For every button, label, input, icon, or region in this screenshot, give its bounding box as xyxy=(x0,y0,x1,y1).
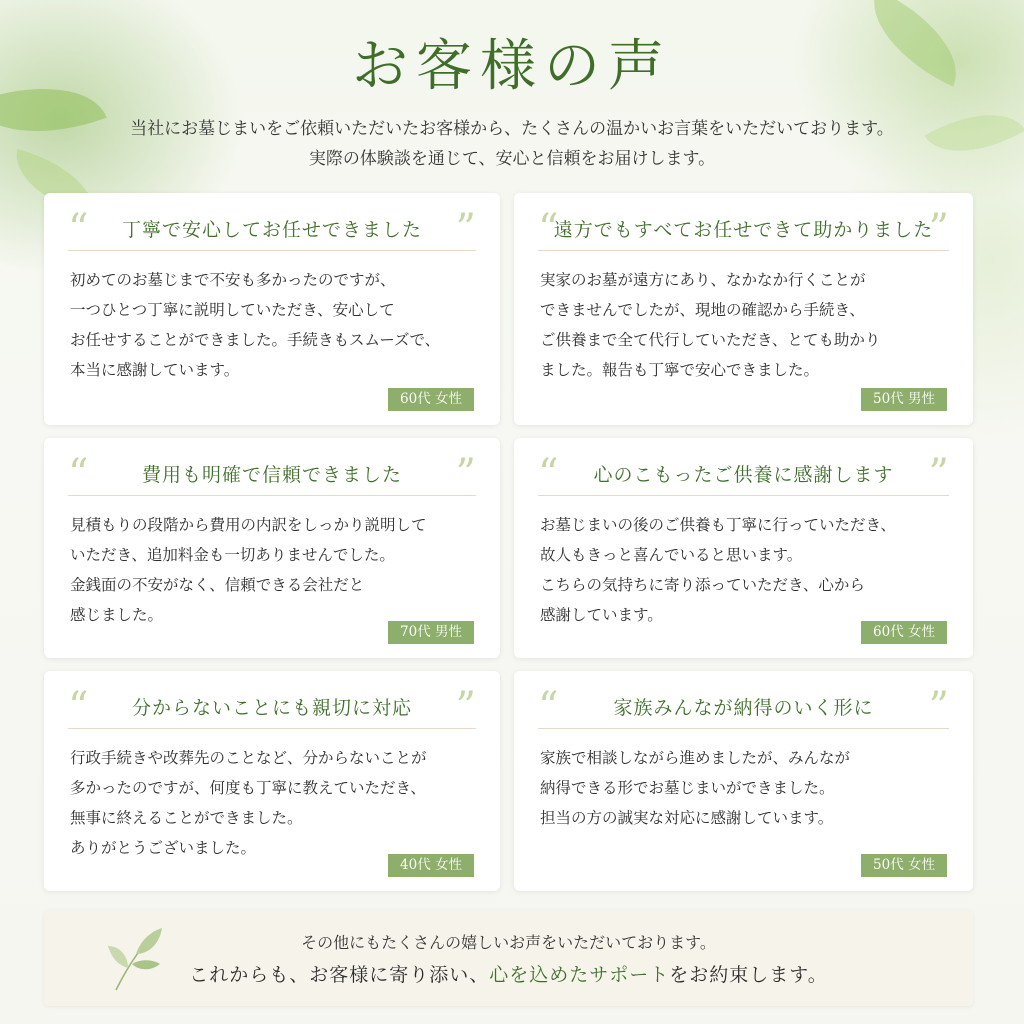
card-body xyxy=(540,743,953,833)
card-body-line: 納得できる形でお墓じまいができました。 xyxy=(540,779,835,797)
open-quote-icon: “ xyxy=(68,684,89,730)
card-body-line: 感じました。 xyxy=(70,606,164,624)
testimonial-card xyxy=(44,193,500,425)
open-quote-icon: “ xyxy=(538,206,559,252)
testimonial-card xyxy=(514,438,973,658)
card-title: 分からないことにも親切に対応 xyxy=(131,697,412,719)
card-body xyxy=(70,265,480,385)
close-quote-icon: ” xyxy=(455,684,476,730)
card-body-line: 一つひとつ丁寧に説明していただき、安心して xyxy=(70,301,395,319)
card-body-line: 行政手続きや改葬先のことなど、分からないことが xyxy=(70,749,427,767)
close-quote-icon: ” xyxy=(455,206,476,252)
card-header xyxy=(68,452,476,496)
card-body-line: 家族で相談しながら進めましたが、みんなが xyxy=(540,749,851,767)
card-title: 費用も明確で信頼できました xyxy=(141,464,402,486)
footer-text-part: をお約束します。 xyxy=(669,964,828,986)
customer-badge: 50代 男性 xyxy=(861,388,947,411)
customer-badge: 60代 女性 xyxy=(388,388,474,411)
card-title: 家族みんなが納得のいく形に xyxy=(613,697,874,719)
card-header xyxy=(68,207,476,251)
card-body-line: 見積もりの段階から費用の内訳をしっかり説明して xyxy=(70,516,427,534)
card-body-line: 故人もきっと喜んでいると思います。 xyxy=(540,546,803,564)
customer-badge: 50代 女性 xyxy=(861,854,947,877)
testimonial-card xyxy=(514,193,973,425)
card-body-line: 感謝しています。 xyxy=(540,606,663,624)
card-body-line: 多かったのですが、何度も丁寧に教えていただき、 xyxy=(70,779,426,797)
open-quote-icon: “ xyxy=(68,451,89,497)
card-body-line: いただき、追加料金も一切ありませんでした。 xyxy=(70,546,395,564)
card-body-line: こちらの気持ちに寄り添っていただき、心から xyxy=(540,576,865,594)
footer-text-part: これからも、お客様に寄り添い、 xyxy=(189,964,490,986)
card-title: 心のこもったご供養に感謝します xyxy=(593,464,894,486)
footer-line xyxy=(44,960,973,987)
card-body xyxy=(70,743,480,863)
card-title: 遠方でもすべてお任せできて助かりました xyxy=(553,219,934,241)
card-body-line: できませんでしたが、現地の確認から手続き、 xyxy=(540,301,865,319)
card-body-line: 実家のお墓が遠方にあり、なかなか行くことが xyxy=(540,271,866,289)
card-body xyxy=(540,265,953,385)
footer-accent-text: 心を込めたサポート xyxy=(489,964,670,986)
card-header xyxy=(538,207,949,251)
testimonial-card xyxy=(44,438,500,658)
card-body-line: 担当の方の誠実な対応に感謝しています。 xyxy=(540,809,834,827)
card-header xyxy=(538,452,949,496)
customer-badge: 40代 女性 xyxy=(388,854,474,877)
footer-line: その他にもたくさんの嬉しいお声をいただいております。 xyxy=(301,933,716,952)
card-title: 丁寧で安心してお任せできました xyxy=(121,219,422,241)
card-body-line: ありがとうございました。 xyxy=(70,839,257,857)
testimonial-card xyxy=(514,671,973,891)
card-body-line: 無事に終えることができました。 xyxy=(70,809,303,827)
close-quote-icon: ” xyxy=(928,684,949,730)
card-body xyxy=(540,510,953,630)
close-quote-icon: ” xyxy=(928,206,949,252)
card-body-line: お任せすることができました。手続きもスムーズで、 xyxy=(70,331,441,349)
customer-badge: 60代 女性 xyxy=(861,621,947,644)
footer-banner xyxy=(44,910,973,1006)
page-title: お客様の声 xyxy=(352,34,672,99)
close-quote-icon: ” xyxy=(928,451,949,497)
open-quote-icon: “ xyxy=(538,684,559,730)
open-quote-icon: “ xyxy=(538,451,559,497)
card-body-line: 本当に感謝しています。 xyxy=(70,361,240,379)
open-quote-icon: “ xyxy=(68,206,89,252)
intro-line: 実際の体験談を通じて、安心と信頼をお届けします。 xyxy=(308,149,716,169)
card-header xyxy=(68,685,476,729)
testimonial-card xyxy=(44,671,500,891)
card-body-line: 初めてのお墓じまで不安も多かったのですが、 xyxy=(70,271,396,289)
customer-badge: 70代 男性 xyxy=(388,621,474,644)
card-body xyxy=(70,510,480,630)
card-header xyxy=(538,685,949,729)
card-body-line: お墓じまいの後のご供養も丁寧に行っていただき、 xyxy=(540,516,896,534)
card-body-line: ました。報告も丁寧で安心できました。 xyxy=(540,361,820,379)
card-body-line: ご供養まで全て代行していただき、とても助かり xyxy=(540,331,881,349)
intro-text xyxy=(0,114,1024,174)
close-quote-icon: ” xyxy=(455,451,476,497)
intro-line: 当社にお墓じまいをご依頼いただいたお客様から、たくさんの温かいお言葉をいただいております。 xyxy=(130,119,894,139)
card-body-line: 金銭面の不安がなく、信頼できる会社だと xyxy=(70,576,365,594)
